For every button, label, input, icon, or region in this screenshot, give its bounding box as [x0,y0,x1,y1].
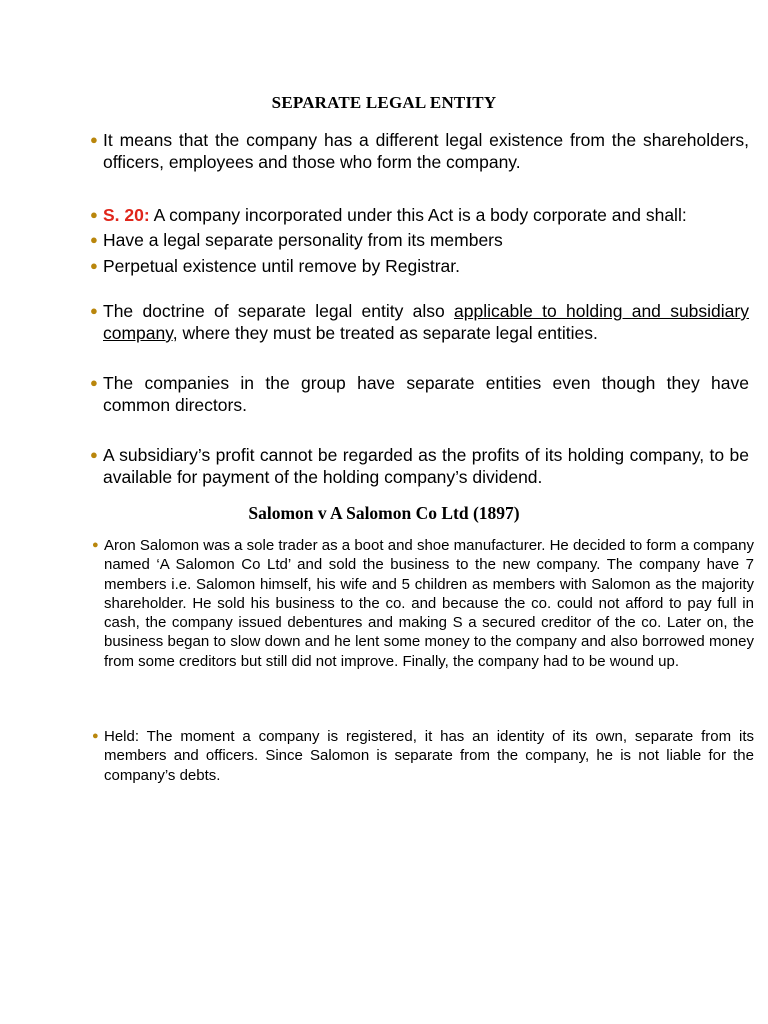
bullet-dot-icon: ● [92,730,99,742]
bullet-text: The companies in the group have separate entities even though they have common directors. [103,373,749,415]
bullet-dot-icon: ● [90,303,98,318]
bullet-dot-icon: ● [90,375,98,390]
bullet-item-doctrine [90,300,749,344]
bullet-item-case-facts [92,536,754,671]
bullet-dot-icon: ● [92,539,99,551]
bullet-dot-icon: ● [90,132,98,147]
bullet-item-personality [90,229,749,251]
bullet-item-section-20 [90,204,749,226]
bullet-text: A company incorporated under this Act is a body corporate and shall: [149,205,687,225]
bullet-item-definition [90,129,749,173]
bullet-dot-icon: ● [90,232,98,247]
page-title: SEPARATE LEGAL ENTITY [271,93,497,112]
bullet-text: Aron Salomon was a sole trader as a boot and shoe manufacturer. He decided to form a company named ‘A Salomon Co Ltd’ and sold the business to the new company. The company have 7 members i.e. Salomon himself, his wife and 5 children as members with Salomon as the majority shareholder. He sold his business to the co. and because the co. could not afford to pay full in cash, the company issued debentures and making S a secured creditor of the co. Later on, the business began to slow down and he lent some money to the company and also borrowed money from some creditors but still did not improve. Finally, the company had to be wound up. [104,537,754,670]
bullet-dot-icon: ● [90,207,98,222]
bullet-item-subsidiary-profit [90,444,749,488]
bullet-text-post: , where they must be treated as separate legal entities. [172,323,598,343]
bullet-text: Have a legal separate personality from its members [103,230,503,250]
bullet-dot-icon: ● [90,258,98,273]
bullet-item-case-held [92,727,754,785]
case-title: Salomon v A Salomon Co Ltd (1897) [248,503,520,523]
bullet-text: It means that the company has a different legal existence from the shareholders, officers, employees and those who form the company. [103,130,749,172]
bullet-item-perpetual [90,255,749,277]
bullet-text-pre: The doctrine of separate legal entity also [103,301,455,321]
bullet-item-group [90,372,749,416]
underlined-text: applicable to holding and subsidiary company [103,301,749,343]
bullet-text: Held: The moment a company is registered, it has an identity of its own, separate from its members and officers. Since Salomon is separate from the company, he is not liable for the company’s debts. [104,728,754,784]
bullet-text: A subsidiary’s profit cannot be regarded as the profits of its holding company, to be available for payment of the holding company’s dividend. [103,445,749,487]
bullet-dot-icon: ● [90,447,98,462]
bullet-text: Perpetual existence until remove by Registrar. [103,256,460,276]
section-label: S. 20: [103,205,150,225]
